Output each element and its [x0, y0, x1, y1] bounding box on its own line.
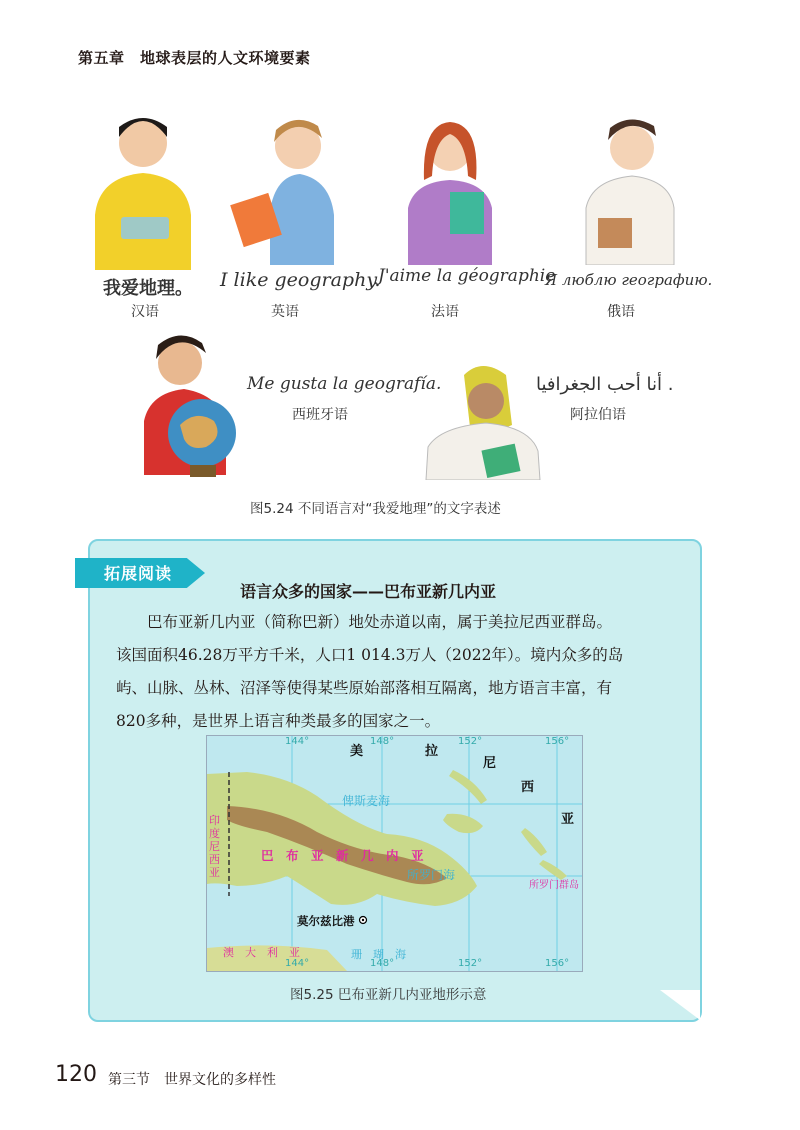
phrase-russian: Я люблю географию.	[545, 271, 713, 289]
portrait-french-girl	[400, 110, 500, 265]
solomon-islands-label: 所罗门群岛	[529, 880, 579, 891]
figure-524-caption: 图5.24 不同语言对“我爱地理”的文字表述	[250, 501, 501, 517]
phrase-arabic: أنا أحب الجغرافيا .	[536, 374, 674, 395]
bismarck-sea-label: 俾斯麦海	[342, 794, 391, 808]
reading-line-1: 巴布亚新几内亚（简称巴新）地处赤道以南，属于美拉尼西亚群岛。	[116, 613, 613, 631]
solomon-sea-label: 所罗门海	[407, 868, 456, 882]
phrase-spanish: Me gusta la geografía.	[247, 374, 442, 394]
country-label: 巴 布 亚 新 几 内 亚	[261, 848, 424, 863]
portrait-russian-boy	[578, 110, 678, 265]
page-number: 120	[55, 1062, 97, 1087]
reading-line-3: 屿、山脉、丛林、沼泽等使得某些原始部落相互隔离，地方语言丰富，有	[116, 679, 613, 697]
lon-bottom-148: 148°	[370, 958, 395, 969]
reading-tag-label: 拓展阅读	[104, 564, 173, 583]
lon-top-156: 156°	[545, 736, 570, 747]
lon-top-144: 144°	[285, 736, 310, 747]
label-russian: 俄语	[607, 304, 635, 320]
png-terrain-map	[206, 735, 583, 972]
region-label-la: 拉	[425, 744, 439, 759]
region-label-xi: 西	[521, 780, 535, 795]
lon-bottom-144: 144°	[285, 958, 310, 969]
capital-label: 莫尔兹比港	[297, 914, 355, 928]
australia-label: 澳 大 利 亚	[223, 946, 300, 959]
portrait-english-boy	[230, 110, 345, 265]
phrase-chinese: 我爱地理。	[103, 278, 193, 299]
lon-top-148: 148°	[370, 736, 395, 747]
reading-title: 语言众多的国家——巴布亚新几内亚	[240, 582, 497, 601]
reading-line-4: 820多种，是世界上语言种类最多的国家之一。	[116, 712, 441, 730]
region-label-ya: 亚	[561, 812, 575, 827]
label-arabic: 阿拉伯语	[570, 407, 626, 423]
reading-line-2: 该国面积46.28万平方千米，人口1 014.3万人（2022年）。境内众多的岛	[116, 646, 624, 664]
coral-sea-label: 珊 瑚 海	[351, 948, 406, 961]
label-spanish: 西班牙语	[292, 407, 348, 423]
indonesia-label: 印度尼西亚	[209, 814, 220, 879]
lon-top-152: 152°	[458, 736, 483, 747]
lon-bottom-156: 156°	[545, 958, 570, 969]
label-english: 英语	[271, 304, 299, 320]
phrase-french: J'aime la géographie	[378, 266, 556, 286]
figure-525-caption: 图5.25 巴布亚新几内亚地形示意	[290, 987, 487, 1003]
portrait-spanish-boy	[140, 325, 250, 485]
chapter-header: 第五章 地球表层的人文环境要素	[78, 49, 311, 67]
label-chinese: 汉语	[131, 304, 159, 320]
region-label-mei: 美	[350, 744, 364, 759]
portrait-chinese-boy	[85, 105, 200, 270]
footer-section: 第三节 世界文化的多样性	[108, 1072, 276, 1088]
region-label-ni: 尼	[483, 756, 497, 771]
phrase-english: I like geography.	[220, 269, 381, 291]
panel-page-fold	[660, 990, 700, 1020]
lon-bottom-152: 152°	[458, 958, 483, 969]
label-french: 法语	[431, 304, 459, 320]
